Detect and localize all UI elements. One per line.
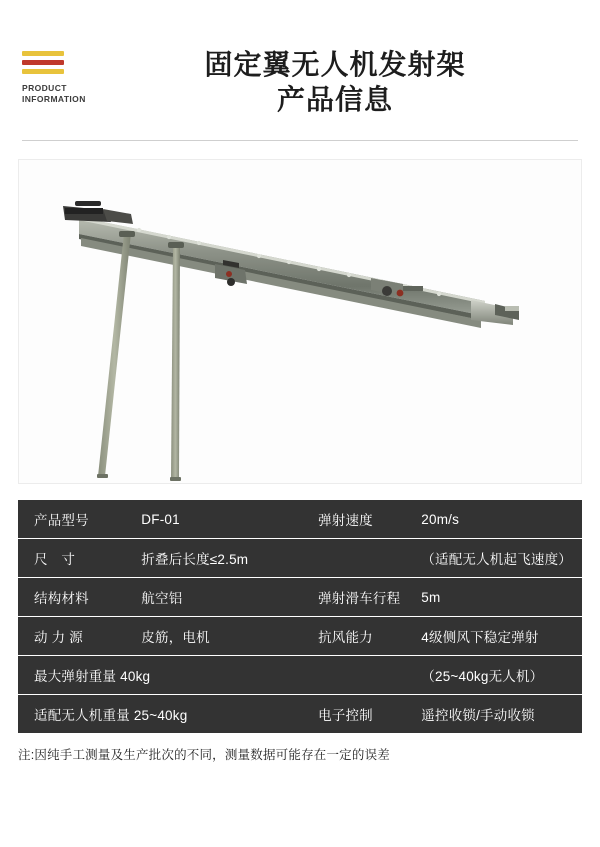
specifications-table bbox=[18, 500, 582, 733]
logo-bar-middle bbox=[22, 60, 64, 65]
table-row bbox=[18, 695, 582, 734]
logo-text-line2: INFORMATION bbox=[22, 94, 86, 104]
spec-key-compatible-uav-weight: 适配无人机重量 25~40kg bbox=[34, 708, 188, 723]
table-row bbox=[18, 539, 582, 578]
spec-key-material: 结构材料 bbox=[34, 591, 89, 606]
logo-text bbox=[22, 83, 108, 105]
page-subtitle: 产品信息 bbox=[276, 84, 393, 115]
product-info-page bbox=[0, 18, 600, 847]
spec-value-wind-resistance: 4级侧风下稳定弹射 bbox=[421, 630, 539, 645]
page-title: 固定翼无人机发射架 bbox=[204, 49, 466, 80]
spec-value-electronic-control: 遥控收锁/手动收锁 bbox=[421, 708, 535, 723]
spec-value-model: DF-01 bbox=[141, 511, 180, 527]
spec-key-wind-resistance: 抗风能力 bbox=[318, 630, 373, 645]
page-header bbox=[22, 18, 578, 140]
spec-key-max-launch-weight: 最大弹射重量 40kg bbox=[34, 669, 151, 684]
header-divider bbox=[22, 140, 578, 141]
spec-key-carriage-travel: 弹射滑车行程 bbox=[318, 591, 401, 606]
launcher-rail-illustration bbox=[19, 160, 582, 481]
measurement-disclaimer: 注:因纯手工测量及生产批次的不同，测量数据可能存在一定的误差 bbox=[18, 748, 390, 762]
logo-bar-top bbox=[22, 51, 64, 56]
spec-note-uav-weight-range: （25~40kg无人机） bbox=[421, 669, 544, 684]
spec-value-launch-speed: 20m/s bbox=[421, 511, 460, 527]
brand-logo bbox=[22, 18, 108, 105]
spec-value-power-source: 皮筋，电机 bbox=[141, 630, 210, 645]
spec-key-blank-1 bbox=[318, 539, 421, 578]
logo-bar-bottom bbox=[22, 69, 64, 74]
logo-bars-icon bbox=[22, 51, 64, 74]
spec-key-launch-speed: 弹射速度 bbox=[318, 513, 373, 528]
spec-note-takeoff-speed: （适配无人机起飞速度） bbox=[421, 552, 572, 567]
spec-value-carriage-travel: 5m bbox=[421, 589, 441, 605]
product-image-panel bbox=[18, 159, 582, 484]
table-row bbox=[18, 617, 582, 656]
table-row bbox=[18, 656, 582, 695]
spec-value-material: 航空铝 bbox=[141, 591, 183, 606]
spec-value-dimension: 折叠后长度≤2.5m bbox=[141, 552, 249, 567]
spec-key-electronic-control: 电子控制 bbox=[318, 708, 373, 723]
table-row bbox=[18, 578, 582, 617]
spec-key-model: 产品型号 bbox=[34, 513, 89, 528]
header-title-group bbox=[108, 18, 578, 118]
spec-key-power-source: 动 力 源 bbox=[34, 630, 84, 645]
spec-key-dimension: 尺 寸 bbox=[34, 552, 76, 567]
table-row bbox=[18, 500, 582, 539]
logo-text-line1: PRODUCT bbox=[22, 83, 67, 93]
